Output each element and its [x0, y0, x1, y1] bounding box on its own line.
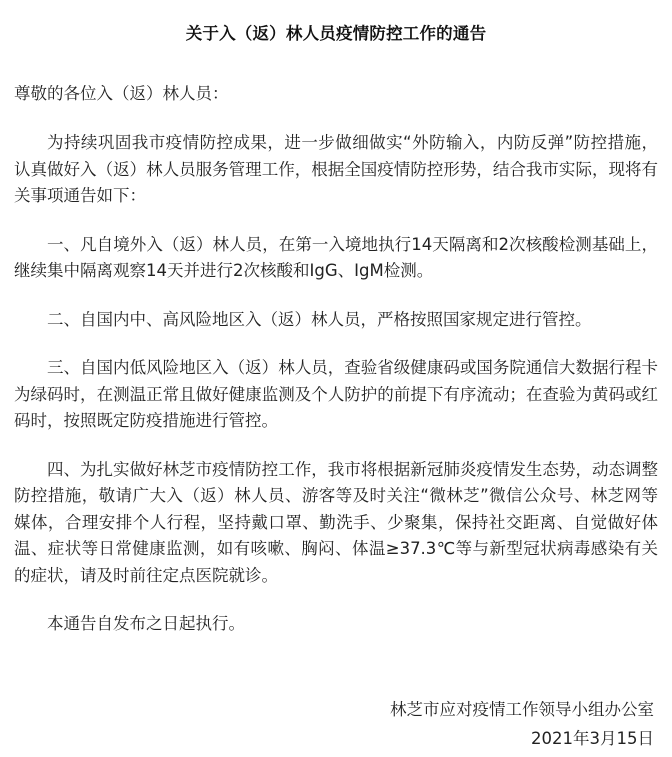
issue-date: 2021年3月15日	[531, 729, 654, 748]
notice-greeting: 尊敬的各位入（返）林人员：	[14, 84, 229, 103]
item-two-paragraph: 二、自国内中、高风险地区入（返）林人员，严格按照国家规定进行管控。	[47, 309, 592, 329]
intro-paragraph: 为持续巩固我市疫情防控成果，进一步做细做实“外防输入，内防反弹”防控措施，认真做好入（返）林人员服务管理工作，根据全国疫情防控形势，结合我市实际，现将有关事项通告如下：	[14, 133, 658, 205]
effective-paragraph: 本通告自发布之日起执行。	[47, 614, 245, 633]
item-one-paragraph: 一、凡自境外入（返）林人员，在第一入境地执行14天隔离和2次核酸检测基础上，继续集中隔离观察14天并进行2次核酸和IgG、IgM检测。	[14, 234, 658, 280]
notice-title: 关于入（返）林人员疫情防控工作的通告	[185, 24, 487, 43]
item-three-paragraph: 三、自国内低风险地区入（返）林人员，查验省级健康码或国务院通信大数据行程卡为绿码时，在测温正常且做好健康监测及个人防护的前提下有序流动；在查验为黄码或红码时，按照既定防疫措施进行管控。	[14, 358, 658, 430]
issuer-name: 林芝市应对疫情工作领导小组办公室	[390, 700, 654, 719]
signoff-block	[390, 695, 654, 753]
item-four-paragraph: 四、为扎实做好林芝市疫情防控工作，我市将根据新冠肺炎疫情发生态势，动态调整防控措施，敬请广大入（返）林人员、游客等及时关注“微林芝”微信公众号、林芝网等媒体，合理安排个人行程，坚持戴口罩、勤洗手、少聚集，保持社交距离、自觉做好体温、症状等日常健康监测，如有咳嗽、胸闷、体温≥37.3℃等与新型冠状病毒感染有关的症状，请及时前往定点医院就诊。	[14, 459, 658, 585]
